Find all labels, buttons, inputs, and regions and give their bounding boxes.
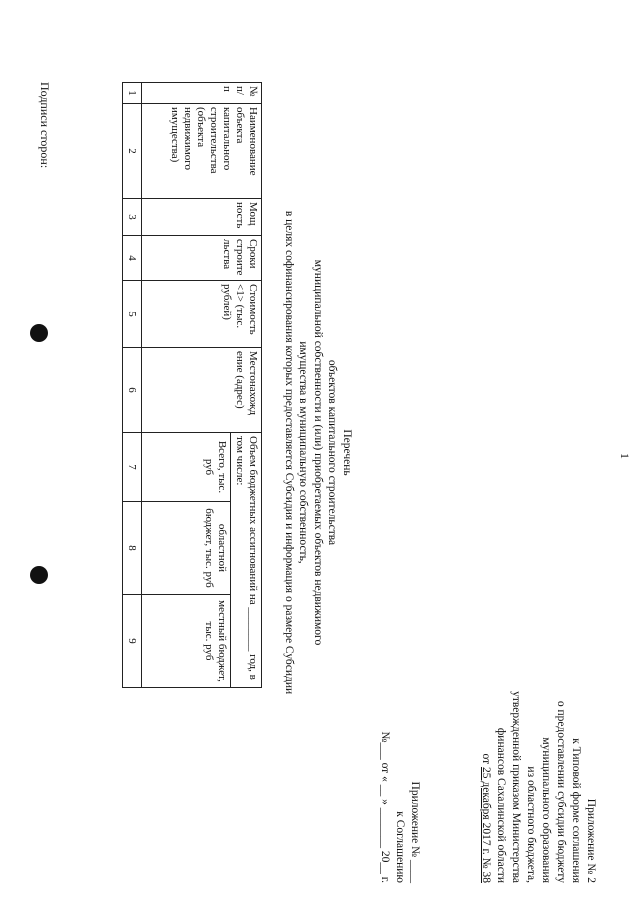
header-capacity: Мощ ность [142,199,262,236]
number-cell: 4 [123,236,142,281]
heading-title: Перечень [341,429,353,476]
list-heading [282,0,355,905]
heading-line: в целях софинансирования которых предоставляется Субсидия и информация о размере Субсидии [283,210,295,695]
appendix-date [478,691,493,883]
header-cost: Стоимость <1> (тыс. рублей) [142,281,262,348]
number-cell: 5 [123,281,142,348]
appendix-block [478,691,598,883]
page-number: 1 [618,453,632,459]
header-num: № п/п [142,83,262,104]
heading-line: имущества в муниципальную собственность, [297,341,310,564]
header-location: Местонахожд ение (адрес) [142,348,262,433]
appendix-line: из областного бюджета, [525,766,537,883]
heading-line: объектов капитального строительства [326,359,339,546]
appendix-line: муниципального образования [540,737,552,883]
header-name: Наименование объекта капитального строительства (объекта недвижимого имущества) [142,104,262,199]
header-terms: Сроки строите льства [142,236,262,281]
number-cell: 9 [123,595,142,688]
number-cell: 3 [123,199,142,236]
number-cell: 2 [123,104,142,199]
number-cell: 7 [123,433,142,502]
agreement-to: к Соглашению [394,811,406,883]
appendix-line: утвержденной приказом Министерства [510,691,522,883]
agreement-reference [377,731,422,883]
objects-table [122,82,262,688]
appendix-line: о предоставлении субсидии бюджету [555,700,567,883]
header-total: Всего, тыс. руб [142,433,231,502]
appendix-line: к Типовой форме соглашения [570,738,582,883]
appendix-date-value: 25 декабря 2017 г. № 38 [480,766,492,883]
header-local: местный бюджет, тыс. руб [142,595,231,688]
appendix-date-prefix: от [480,753,492,767]
signatures-label: Подписи сторон: [38,82,52,169]
header-budget-group: Объем бюджетных ассигнований на ________ год, в том числе: [231,433,262,688]
number-cell: 1 [123,83,142,104]
table-header-row [231,83,262,688]
agreement-appendix-no: Приложение № ____ [409,781,421,883]
appendix-title: Приложение № 2 [585,798,597,883]
heading-line: муниципальной собственности и (или) приобретаемых объектов недвижимого [312,259,324,646]
number-cell: 8 [123,502,142,595]
table-number-row [123,83,142,688]
agreement-number-date: №___ от « __ » _______ 20__ г. [379,731,391,883]
appendix-line: финансов Сахалинской области [495,727,507,883]
number-cell: 6 [123,348,142,433]
header-regional: областной бюджет, тыс. руб [142,502,231,595]
